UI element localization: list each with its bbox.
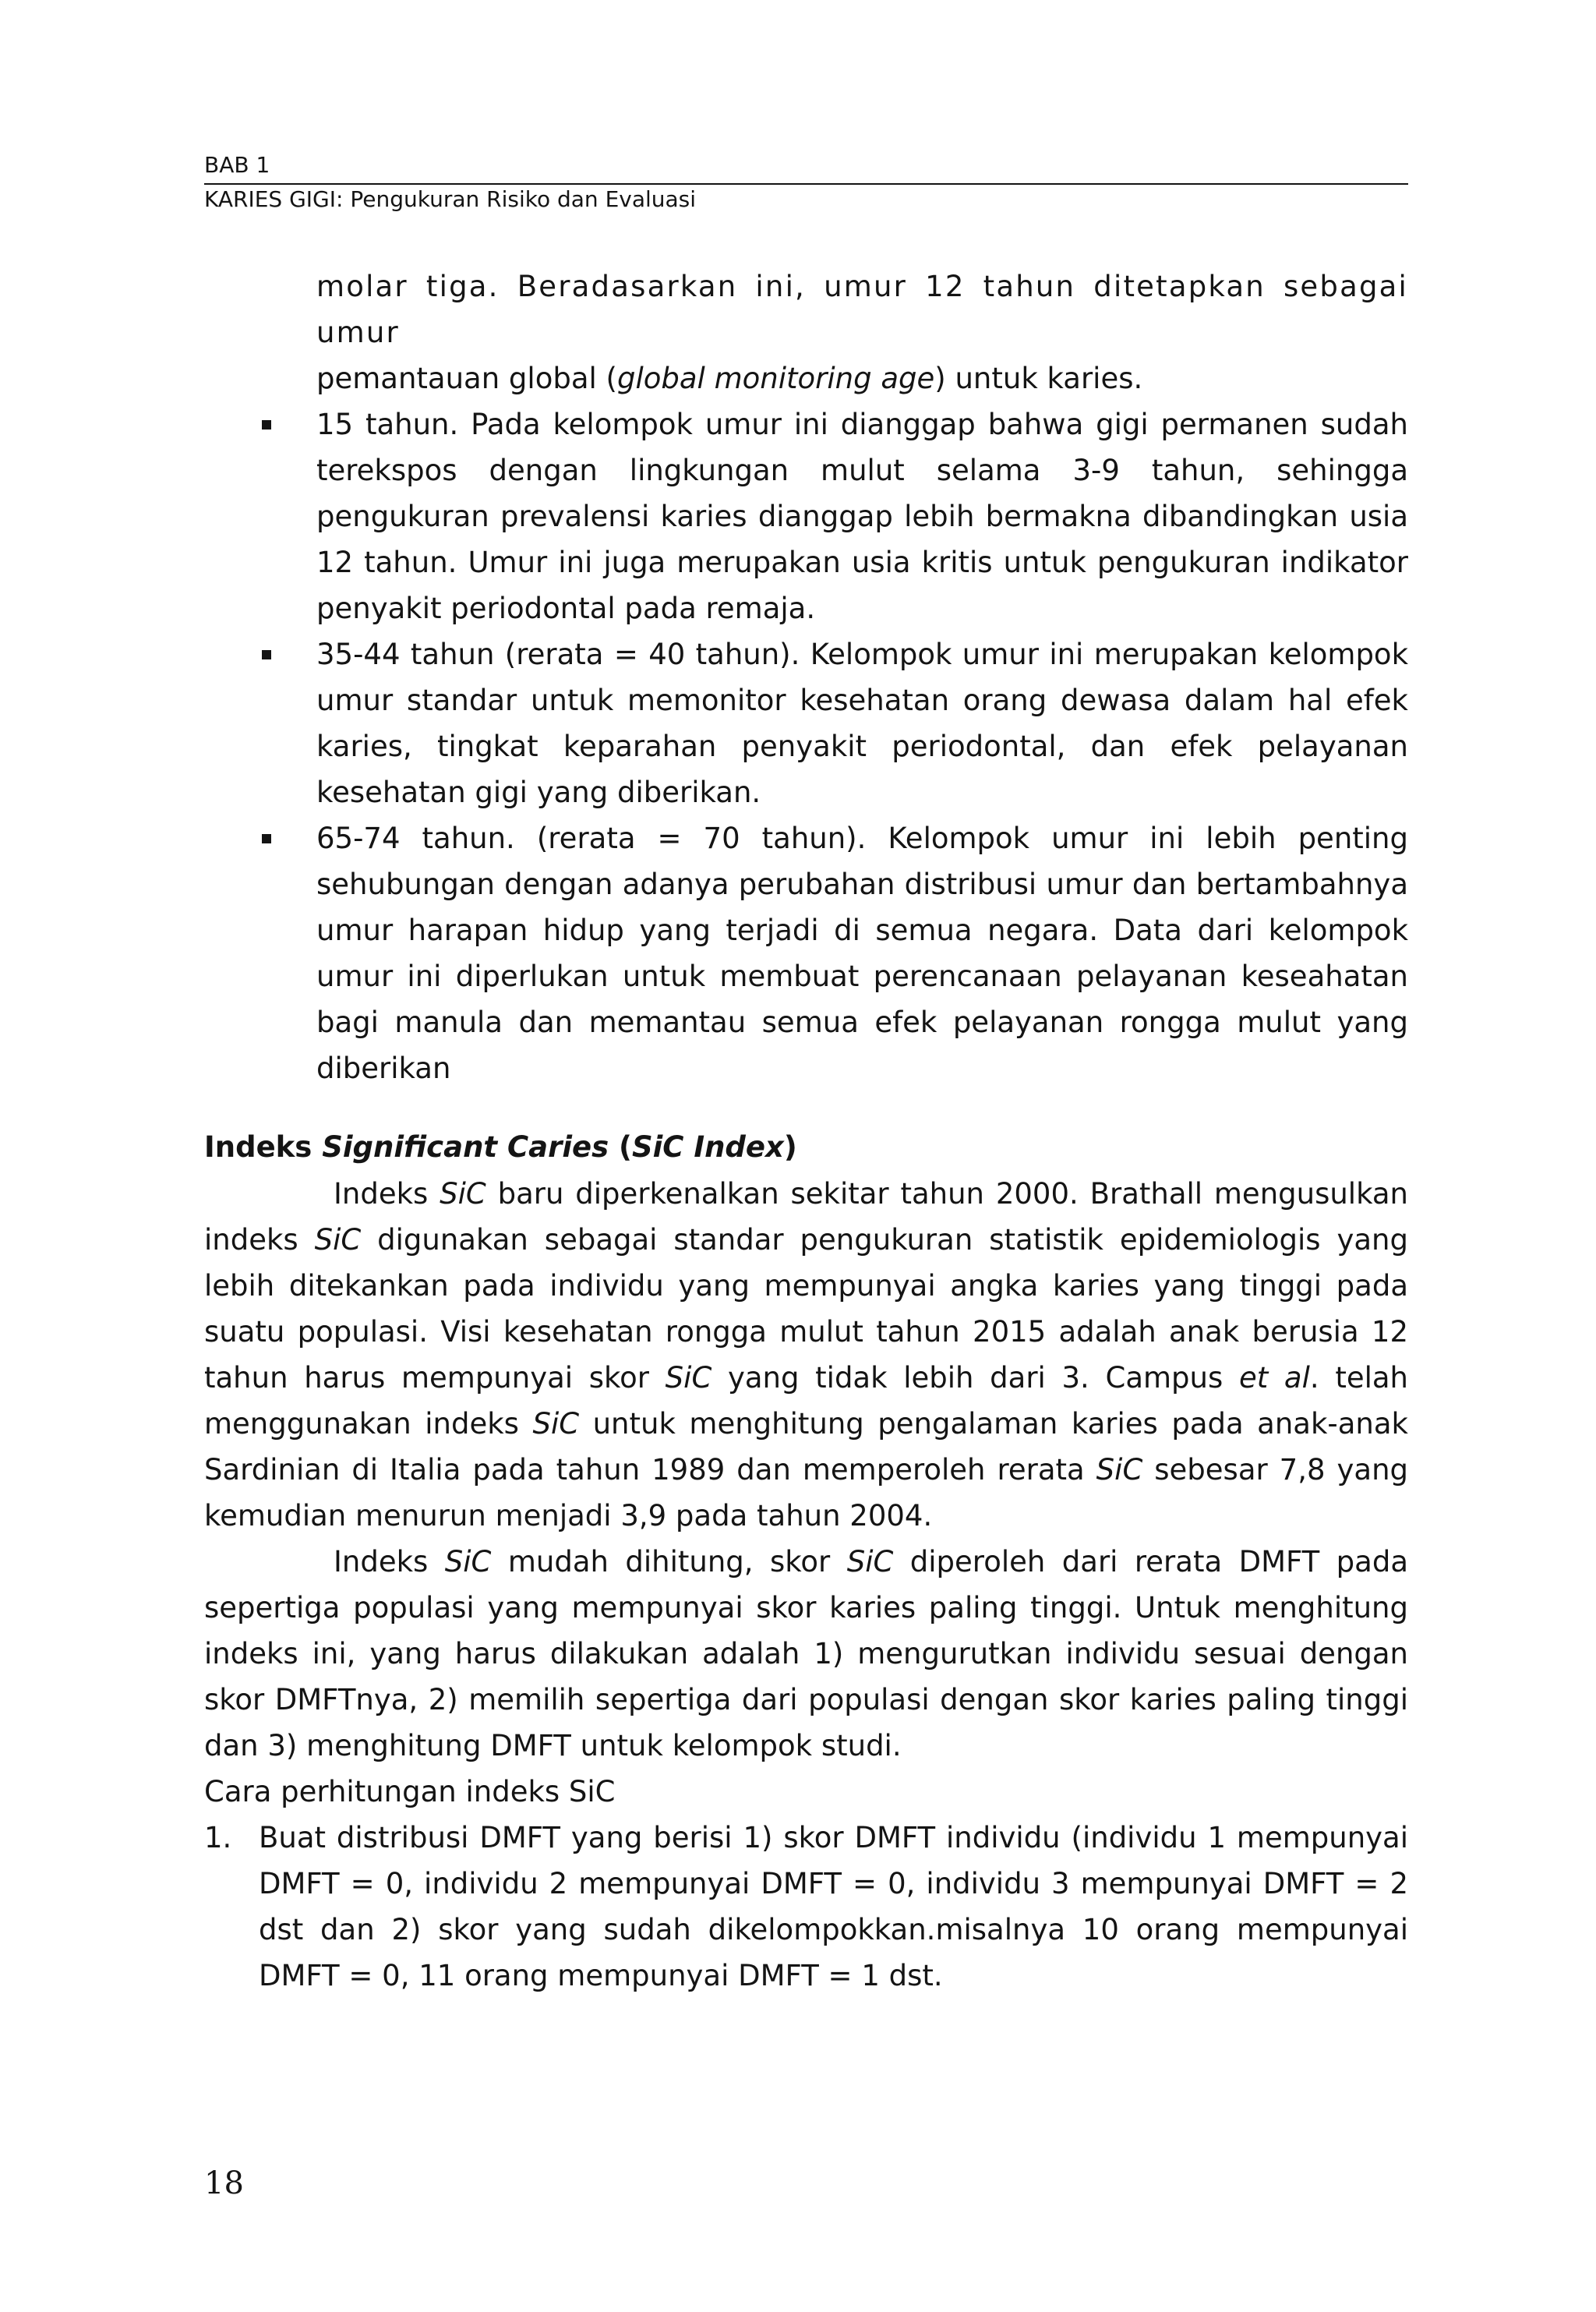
list-item: 35-44 tahun (rerata = 40 tahun). Kelompok umur ini merupakan kelompok umur standar untuk memonitor kesehatan orang dewasa dalam hal efek karies, tingkat keparahan penyakit periodontal, dan efek pelayanan kesehatan gigi yang diberikan. [204, 631, 1408, 815]
section-heading: Indeks Significant Caries (SiC Index) [204, 1130, 797, 1164]
step-text: Buat distribusi DMFT yang berisi 1) skor DMFT individu (individu 1 mempunyai DMFT = 0, individu 2 mempunyai DMFT = 0, individu 3 mempunyai DMFT = 2 dst dan 2) skor yang sudah dikelompokkan.misalnya 10 orang mempunyai DMFT = 0, 11 orang mempunyai DMFT = 1 dst. [259, 1821, 1408, 1992]
list-item [204, 1815, 1408, 1999]
square-bullet-icon [262, 650, 271, 659]
header-rule [204, 183, 1408, 185]
continuation-text [204, 263, 1408, 401]
square-bullet-icon [262, 420, 271, 430]
paragraph-sic-method: Indeks SiC mudah dihitung, skor SiC diperoleh dari rerata DMFT pada sepertiga populasi yang mempunyai skor karies paling tinggi. Untuk menghitung indeks ini, yang harus dilakukan adalah 1) mengurutkan individu sesuai dengan skor DMFTnya, 2) memilih sepertiga dari populasi dengan skor karies paling tinggi dan 3) menghitung DMFT untuk kelompok studi. [204, 1545, 1409, 1762]
paragraph-sic-intro: Indeks SiC baru diperkenalkan sekitar tahun 2000. Brathall mengusulkan indeks SiC digunakan sebagai standar pengukuran statistik epidemiologis yang lebih ditekankan pada individu yang mempunyai angka karies yang tinggi pada suatu populasi. Visi kesehatan rongga mulut tahun 2015 adalah anak berusia 12 tahun harus mempunyai skor SiC yang tidak lebih dari 3. Campus et al. telah menggunakan indeks SiC untuk menghitung pengalaman karies pada anak-anak Sardinian di Italia pada tahun 1989 dan memperoleh rerata SiC sebesar 7,8 yang kemudian menurun menjadi 3,9 pada tahun 2004. [204, 1177, 1408, 1532]
square-bullet-icon [262, 834, 271, 843]
step-number: 1. [204, 1821, 232, 1854]
book-title: KARIES GIGI: Pengukuran Risiko dan Evaluasi [204, 186, 697, 212]
list-item: 65-74 tahun. (rerata = 70 tahun). Kelompok umur ini lebih penting sehubungan dengan adanya perubahan distribusi umur dan bertambahnya umur harapan hidup yang terjadi di semua negara. Data dari kelompok umur ini diperlukan untuk membuat perencanaan pelayanan keseahatan bagi manula dan memantau semua efek pelayanan rongga mulut yang diberikan [204, 815, 1408, 1091]
page-number: 18 [204, 2165, 244, 2201]
chapter-label: BAB 1 [204, 152, 270, 178]
list-item: 15 tahun. Pada kelompok umur ini dianggap bahwa gigi permanen sudah terekspos dengan lingkungan mulut selama 3-9 tahun, sehingga pengukuran prevalensi karies dianggap lebih bermakna dibandingkan usia 12 tahun. Umur ini juga merupakan usia kritis untuk pengukuran indikator penyakit periodontal pada remaja. [204, 401, 1408, 631]
calc-heading: Cara perhitungan indeks SiC [204, 1775, 616, 1808]
page-body [204, 263, 1408, 1999]
continuation-line-1: molar tiga. Beradasarkan ini, umur 12 tahun ditetapkan sebagai umur [316, 270, 1408, 349]
continuation-line-2: pemantauan global (global monitoring age) untuk karies. [316, 362, 1143, 395]
age-group-list [204, 401, 1408, 1091]
